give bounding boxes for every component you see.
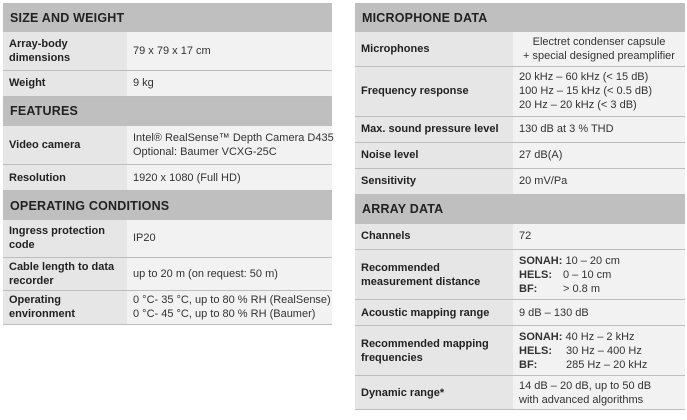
spec-label: Channels xyxy=(355,224,513,250)
method-value: > 0.8 m xyxy=(563,282,600,295)
spec-value-line xyxy=(519,268,679,282)
spec-row-cable-length xyxy=(3,257,332,290)
spec-value-line xyxy=(519,254,679,268)
spec-value xyxy=(127,290,332,324)
spec-value-line: 100 Hz – 15 kHz (< 0.5 dB) xyxy=(519,85,652,97)
spec-value-line xyxy=(519,358,679,372)
section-title: ARRAY DATA xyxy=(355,194,685,224)
spec-label: Microphones xyxy=(355,32,513,66)
spec-value: up to 20 m (on request: 50 m) xyxy=(127,257,332,290)
spec-value: 130 dB at 3 % THD xyxy=(513,116,685,142)
spec-value: 1920 x 1080 (Full HD) xyxy=(127,165,332,191)
method-label: BF: xyxy=(519,358,538,371)
right-spec-table xyxy=(355,3,685,410)
spec-label: Recommended measurement distance xyxy=(355,250,513,300)
spec-value-line: Optional: Baumer VCXG-25C xyxy=(133,145,277,158)
section-operating-conditions xyxy=(3,191,332,221)
spec-row-acoustic-mapping-range xyxy=(355,300,685,326)
method-value: 10 – 20 cm xyxy=(565,254,620,267)
spec-value-line: + special designed preamplifier xyxy=(523,49,675,62)
spec-label: Resolution xyxy=(3,165,127,191)
spec-row-resolution xyxy=(3,165,332,191)
spec-value: IP20 xyxy=(127,220,332,257)
spec-value xyxy=(127,126,332,165)
section-title: MICROPHONE DATA xyxy=(355,3,685,32)
spec-row-microphones xyxy=(355,32,685,66)
spec-value-line: Electret condenser capsule xyxy=(532,35,666,48)
spec-value: 27 dB(A) xyxy=(513,142,685,168)
spec-row-sensitivity xyxy=(355,168,685,194)
section-title: FEATURES xyxy=(3,96,332,126)
spec-row-dynamic-range xyxy=(355,376,685,410)
section-size-weight xyxy=(3,3,332,32)
spec-value-line: 20 kHz – 60 kHz (< 15 dB) xyxy=(519,71,649,83)
section-title: OPERATING CONDITIONS xyxy=(3,191,332,221)
section-title: SIZE AND WEIGHT xyxy=(3,3,332,32)
spec-label: Operating environment xyxy=(3,290,127,324)
spec-label: Acoustic mapping range xyxy=(355,300,513,326)
spec-label: Ingress protection code xyxy=(3,220,127,257)
spec-label: Sensitivity xyxy=(355,168,513,194)
method-value: 0 – 10 cm xyxy=(563,268,612,281)
spec-label: Max. sound pressure level xyxy=(355,116,513,142)
spec-value-line: 0 °C- 35 °C, up to 80 % RH (RealSense) xyxy=(133,294,331,306)
method-value: 30 Hz – 400 Hz xyxy=(566,344,642,357)
method-label: SONAH: xyxy=(519,254,563,267)
spec-value-line xyxy=(519,330,679,344)
method-label: HELS: xyxy=(519,344,552,357)
spec-label: Cable length to data recorder xyxy=(3,257,127,290)
spec-value-line: 20 Hz – 20 kHz (< 3 dB) xyxy=(519,99,637,111)
spec-row-recommended-distance xyxy=(355,250,685,300)
spec-row-ingress xyxy=(3,220,332,257)
spec-label: Weight xyxy=(3,70,127,96)
spec-value: 79 x 79 x 17 cm xyxy=(127,32,332,70)
spec-row-operating-environment xyxy=(3,290,332,324)
spec-value-line: with advanced algorithms xyxy=(519,393,644,406)
spec-value xyxy=(513,66,685,116)
spec-row-noise-level xyxy=(355,142,685,168)
method-label: SONAH: xyxy=(519,330,563,343)
spec-value: 9 kg xyxy=(127,70,332,96)
spec-label: Recommended mapping frequencies xyxy=(355,326,513,376)
spec-value-line: 14 dB – 20 dB, up to 50 dB xyxy=(519,379,652,392)
spec-value-line xyxy=(519,282,679,296)
spec-value-line: Intel® RealSense™ Depth Camera D435 xyxy=(133,131,334,144)
spec-row-max-spl xyxy=(355,116,685,142)
method-label: BF: xyxy=(519,282,538,295)
left-spec-table xyxy=(3,3,332,325)
spec-label: Frequency response xyxy=(355,66,513,116)
section-features xyxy=(3,96,332,126)
spec-value xyxy=(513,250,685,300)
spec-value xyxy=(513,32,685,66)
spec-value-line: 0 °C- 45 °C, up to 80 % RH (Baumer) xyxy=(133,308,316,320)
spec-label: Video camera xyxy=(3,126,127,165)
spec-label: Noise level xyxy=(355,142,513,168)
spec-row-channels xyxy=(355,224,685,250)
spec-label: Array-body dimensions xyxy=(3,32,127,70)
spec-row-array-body xyxy=(3,32,332,70)
spec-label: Dynamic range* xyxy=(355,376,513,410)
method-value: 40 Hz – 2 kHz xyxy=(565,330,635,343)
method-label: HELS: xyxy=(519,268,552,281)
spec-value: 9 dB – 130 dB xyxy=(513,300,685,326)
section-array-data xyxy=(355,194,685,224)
spec-row-video-camera xyxy=(3,126,332,165)
section-microphone-data xyxy=(355,3,685,32)
spec-value-line xyxy=(519,344,679,358)
spec-value: 20 mV/Pa xyxy=(513,168,685,194)
spec-value: 72 xyxy=(513,224,685,250)
spec-row-frequency-response xyxy=(355,66,685,116)
method-value: 285 Hz – 20 kHz xyxy=(566,358,648,371)
spec-row-recommended-frequencies xyxy=(355,326,685,376)
spec-row-weight xyxy=(3,70,332,96)
spec-value xyxy=(513,376,685,410)
spec-value xyxy=(513,326,685,376)
